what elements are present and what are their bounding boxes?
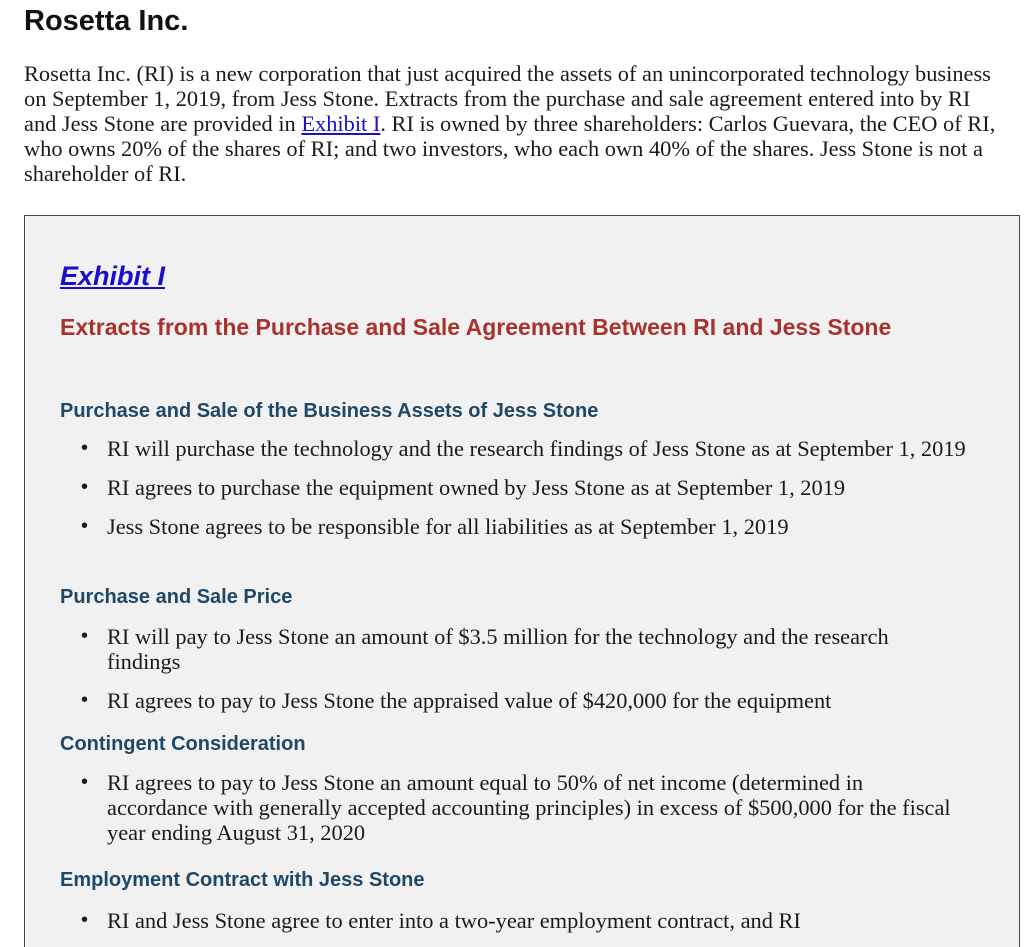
bullet-list-purchase-and-sale [25,436,1021,553]
exhibit-panel [24,215,1020,947]
intro-text-start: Rosetta Inc. (RI) is a new corporation that just acquired the assets of an unincorporated technology business on September 1, 2019, from Jess Stone. Extracts from the purchase and sale agreement entered into by RI and Jess Stone are provided in [24,61,991,136]
section-heading-price: Purchase and Sale Price [60,586,293,608]
list-item: • RI and Jess Stone agree to enter into a two-year employment contract, and RI [25,908,967,933]
bullet-list-employment-contract [25,908,1021,947]
bullet-list-price [25,624,1021,727]
agreement-title: Extracts from the Purchase and Sale Agreement Between RI and Jess Stone [60,314,892,340]
list-item: • Jess Stone agrees to be responsible for all liabilities as at September 1, 2019 [25,514,967,539]
section-heading-employment-contract: Employment Contract with Jess Stone [60,869,425,891]
list-item: • RI agrees to purchase the equipment owned by Jess Stone as at September 1, 2019 [25,475,967,500]
exhibit-heading [60,260,165,292]
list-item: • RI will purchase the technology and the research findings of Jess Stone as at September 1, 2019 [25,436,967,461]
exhibit-heading-link[interactable]: Exhibit I [60,261,166,291]
bullet-list-contingent-consideration [25,770,1021,859]
exhibit-i-link[interactable]: Exhibit I [301,111,381,136]
section-heading-contingent-consideration: Contingent Consideration [60,733,306,755]
page-title: Rosetta Inc. [24,5,189,37]
intro-text-end: . RI is owned by three shareholders: Carlos Guevara, the CEO of RI, who owns 20% of the shares of RI; and two investors, who each own 40% of the shares. Jess Stone is not a shareholder of RI. [24,111,996,186]
section-heading-purchase-and-sale: Purchase and Sale of the Business Assets of Jess Stone [60,400,599,422]
intro-paragraph [24,61,1004,186]
list-item: • RI agrees to pay to Jess Stone the appraised value of $420,000 for the equipment [25,688,967,713]
list-item: • RI agrees to pay to Jess Stone an amount equal to 50% of net income (determined in accordance with generally accepted accounting principles) in excess of $500,000 for the fiscal year ending August 31, 2020 [25,770,967,845]
list-item: • RI will pay to Jess Stone an amount of $3.5 million for the technology and the research findings [25,624,967,674]
